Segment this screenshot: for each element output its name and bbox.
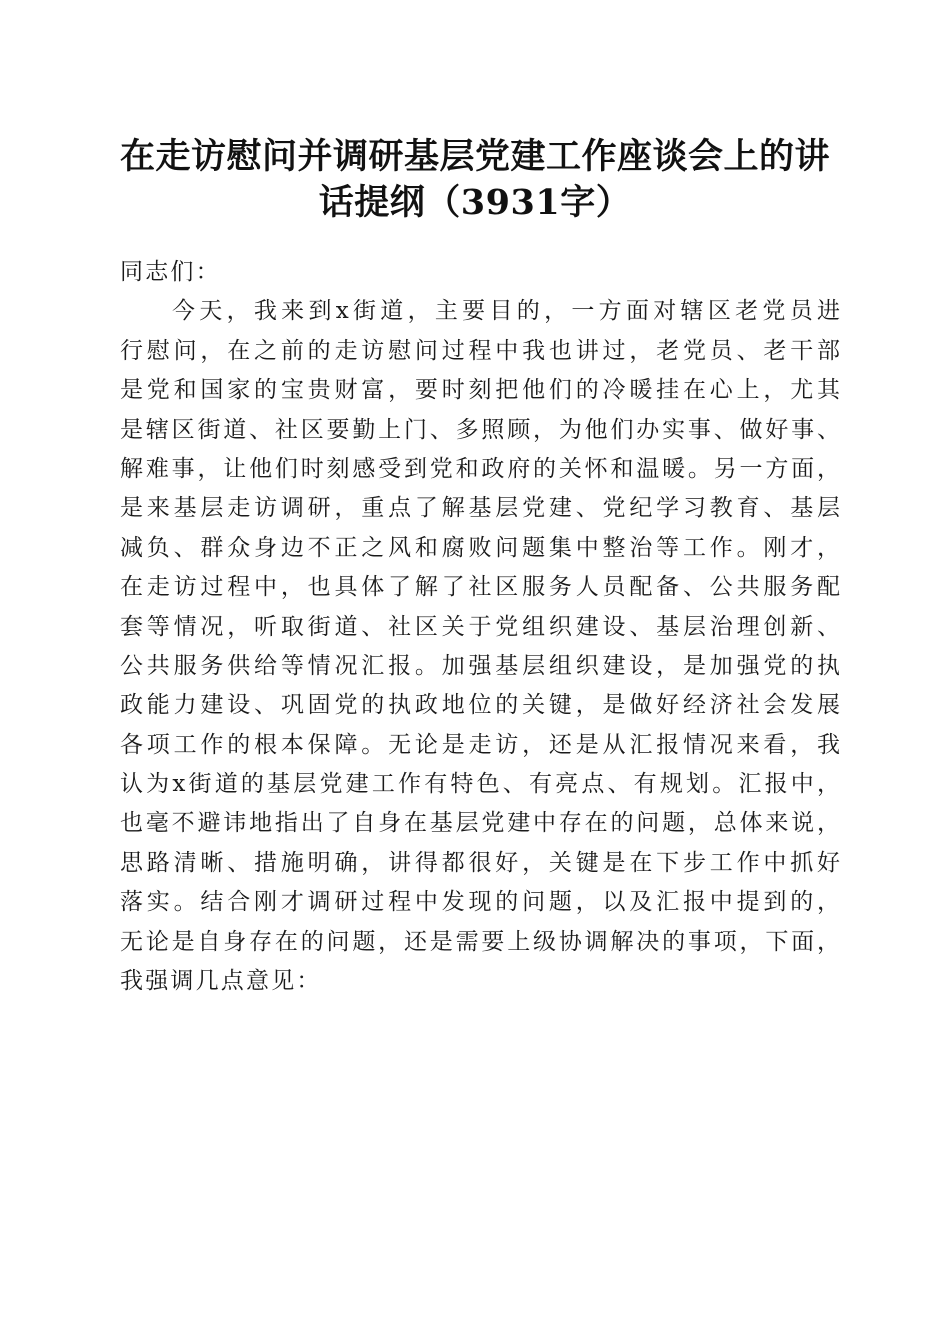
paragraph-line: 政能力建设、巩固党的执政地位的关键，是做好经济社会发展 [120,692,840,719]
paragraph-line: 落实。结合刚才调研过程中发现的问题，以及汇报中提到的， [120,889,840,916]
paragraph-line: 行慰问，在之前的走访慰问过程中我也讲过，老党员、老干部 [120,337,840,364]
document-title [110,134,840,226]
salutation: 同志们： [120,259,221,285]
paragraph-line: 是辖区街道、社区要勤上门、多照顾，为他们办实事、做好事、 [120,416,840,443]
paragraph-line: 解难事，让他们时刻感受到党和政府的关怀和温暖。另一方面， [120,455,840,482]
paragraph-line: 是来基层走访调研，重点了解基层党建、党纪学习教育、基层 [120,495,840,522]
document-body [120,253,840,1001]
paragraph-line: 在走访过程中，也具体了解了社区服务人员配备、公共服务配 [120,574,840,601]
paragraph-line: 是党和国家的宝贵财富，要时刻把他们的冷暖挂在心上，尤其 [120,377,840,404]
paragraph-line: 套等情况，听取街道、社区关于党组织建设、基层治理创新、 [120,613,840,640]
paragraph-line: 今天，我来到x街道，主要目的，一方面对辖区老党员进 [172,298,840,325]
paragraph-line-last: 我强调几点意见： [120,968,322,995]
paragraph-line: 各项工作的根本保障。无论是走访，还是从汇报情况来看，我 [120,731,840,758]
title-line-2: 话提纲（3931字） [318,182,632,223]
paragraph-line: 无论是自身存在的问题，还是需要上级协调解决的事项，下面， [120,928,840,955]
paragraph-line: 思路清晰、措施明确，讲得都很好，关键是在下步工作中抓好 [120,849,840,876]
paragraph-line: 认为x街道的基层党建工作有特色、有亮点、有规划。汇报中， [120,771,840,798]
paragraph-line: 也毫不避讳地指出了自身在基层党建中存在的问题，总体来说， [120,810,840,837]
paragraph-line: 减负、群众身边不正之风和腐败问题集中整治等工作。刚才， [120,534,840,561]
paragraph-line: 公共服务供给等情况汇报。加强基层组织建设，是加强党的执 [120,652,840,679]
title-line-1: 在走访慰问并调研基层党建工作座谈会上的讲 [119,136,830,177]
